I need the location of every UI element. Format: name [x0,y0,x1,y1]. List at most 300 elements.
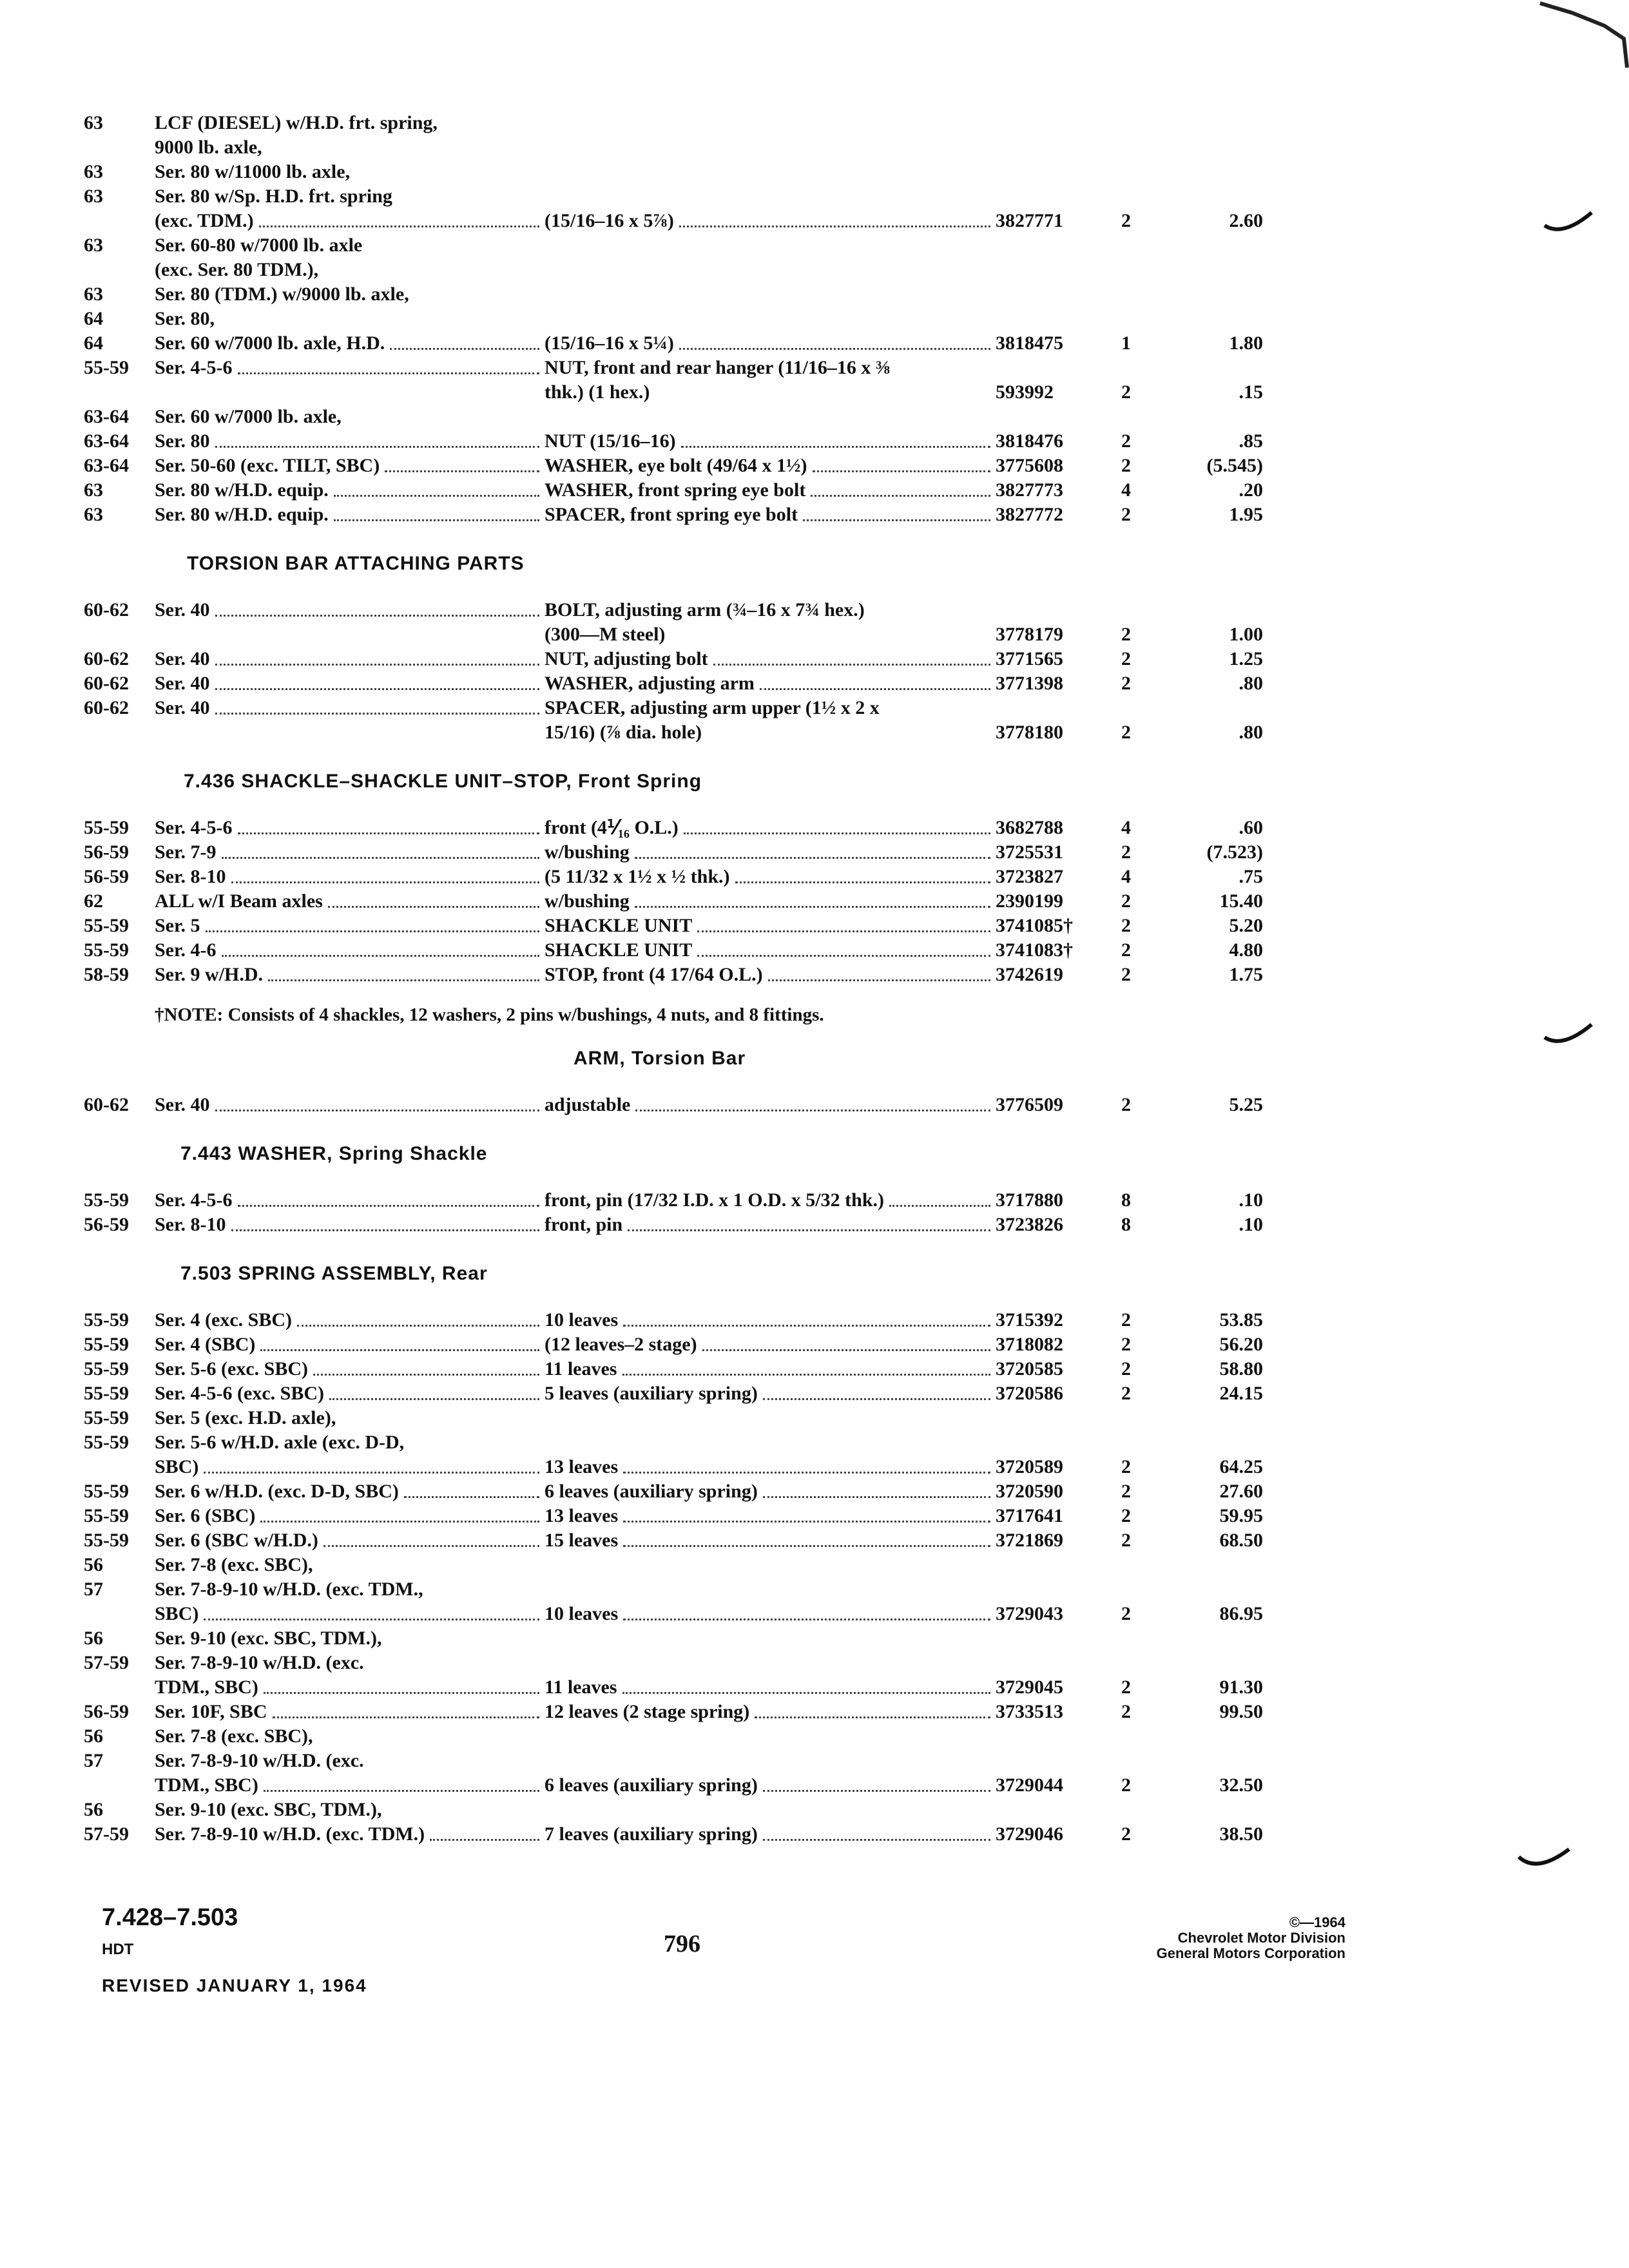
part-description [545,963,996,987]
dot-leader [635,1110,990,1111]
model-year-text: 55-59 [84,1407,129,1428]
model-year [84,1651,155,1675]
section-code: 7.428–7.503 [102,1904,238,1931]
part-description-text: 10 leaves [545,1603,619,1624]
model-year [84,478,155,503]
price-text: 1.25 [1229,648,1263,669]
parts-row [84,454,1263,478]
application [155,840,545,865]
dot-leader [735,881,990,883]
application-text: Ser. 7-8 (exc. SBC), [155,1554,313,1575]
part-description-text: 13 leaves [545,1456,619,1477]
price-text: .80 [1239,722,1263,743]
application-text: Ser. 80 (TDM.) w/9000 lb. axle, [155,284,409,305]
price [1153,865,1263,889]
part-description [545,503,996,527]
dot-leader [222,857,539,859]
dot-leader [622,1692,991,1694]
quantity [1099,1357,1153,1381]
dot-leader [622,1374,991,1376]
dot-leader [328,906,539,908]
part-number [996,1675,1099,1700]
parts-row [84,865,1263,889]
price-text: .60 [1239,817,1263,838]
model-year [84,963,155,987]
part-number-text: 3720586 [996,1383,1063,1404]
application [155,647,545,671]
part-description [545,1504,996,1528]
price-text: 91.30 [1219,1677,1263,1698]
price [1153,1822,1263,1847]
price-text: 38.50 [1219,1823,1263,1845]
quantity [1099,622,1153,647]
part-number [996,1504,1099,1528]
price [1153,647,1263,671]
parts-row [84,1430,1263,1455]
model-year [84,647,155,671]
price [1153,1528,1263,1553]
model-year-text: 55-59 [84,357,129,378]
dot-leader [760,688,990,690]
application-text: Ser. 40 [155,673,210,694]
model-year [84,1357,155,1381]
part-number [996,963,1099,987]
part-number [996,1357,1099,1381]
parts-row [84,598,1263,622]
application [155,1822,545,1847]
application-text: Ser. 4-5-6 (exc. SBC) [155,1383,325,1404]
parts-row [84,647,1263,671]
parts-row [84,1651,1263,1675]
model-year [84,1724,155,1749]
part-description-text: 13 leaves [545,1505,619,1526]
page-corner-mark [1534,0,1629,71]
application [155,1430,545,1455]
price [1153,1602,1263,1626]
price-text: (5.545) [1206,455,1263,476]
part-description [545,696,996,720]
application-text: Ser. 9 w/H.D. [155,964,264,985]
part-description-text: 11 leaves [545,1358,617,1379]
price [1153,1332,1263,1357]
quantity-text: 2 [1121,455,1131,476]
dot-leader [268,979,539,981]
application [155,1700,545,1724]
application-text: Ser. 40 [155,599,210,620]
dot-leader [763,1398,990,1400]
dot-leader [635,857,990,859]
dot-leader [803,519,990,521]
part-number-text: 3718082 [996,1334,1063,1355]
quantity-text: 4 [1121,817,1131,838]
part-number [996,720,1099,745]
quantity [1099,1093,1153,1117]
part-description-text: WASHER, eye bolt (49/64 x 1½) [545,455,807,476]
model-year-text: 56 [84,1799,103,1820]
application [155,1626,545,1651]
application [155,478,545,503]
application-text: Ser. 4 (exc. SBC) [155,1309,293,1331]
model-year [84,1504,155,1528]
application-text: SBC) [155,1603,199,1624]
part-number-text: 3717880 [996,1189,1063,1211]
quantity-text: 2 [1121,430,1131,452]
part-description [545,816,996,840]
price [1153,963,1263,987]
quantity [1099,429,1153,454]
application [155,1773,545,1798]
part-description-text: WASHER, adjusting arm [545,673,755,694]
part-number-text: 3729046 [996,1823,1063,1845]
part-number-text: 3729043 [996,1603,1063,1624]
part-number [996,1093,1099,1117]
parts-row [84,963,1263,987]
application [155,111,545,135]
quantity [1099,1381,1153,1406]
dot-leader [215,664,539,666]
part-description-text: front (4⅟₁₆ O.L.) [545,817,679,838]
quantity [1099,1188,1153,1213]
part-description [545,1773,996,1798]
part-description [545,1188,996,1213]
application [155,865,545,889]
quantity-text: 2 [1121,673,1131,694]
parts-row [84,380,1263,405]
part-description [545,1675,996,1700]
model-year [84,1188,155,1213]
part-number [996,1455,1099,1479]
quantity-text: 2 [1121,1677,1131,1698]
dot-leader [635,906,990,908]
part-description-text: front, pin (17/32 I.D. x 1 O.D. x 5/32 thk.) [545,1189,884,1211]
price-text: .10 [1239,1189,1263,1211]
model-year-text: 55-59 [84,1383,129,1404]
price-text: 58.80 [1219,1358,1263,1379]
application-text: Ser. 40 [155,1094,210,1115]
application-text: Ser. 80 w/H.D. equip. [155,504,329,525]
price [1153,1213,1263,1237]
dot-leader [763,1839,990,1841]
price-text: (7.523) [1206,841,1263,863]
model-year-text: 63 [84,235,103,256]
model-year [84,1093,155,1117]
price-text: .75 [1239,866,1263,887]
dot-leader [768,979,990,981]
quantity [1099,938,1153,963]
part-description [545,1602,996,1626]
model-year [84,671,155,696]
quantity [1099,209,1153,233]
price [1153,1700,1263,1724]
parts-row [84,720,1263,745]
quantity [1099,1528,1153,1553]
part-description [545,1357,996,1381]
model-year-text: 60-62 [84,1094,129,1115]
application-text: Ser. 7-8-9-10 w/H.D. (exc. TDM., [155,1579,423,1600]
model-year-text: 63 [84,161,103,182]
application-text: (exc. Ser. 80 TDM.), [155,259,319,280]
application-text: ALL w/I Beam axles [155,890,323,912]
application [155,816,545,840]
part-description-text: adjustable [545,1094,631,1115]
quantity [1099,1504,1153,1528]
dot-leader [238,1205,539,1207]
model-year [84,111,155,135]
application [155,1528,545,1553]
model-year-text: 63-64 [84,430,129,452]
application-text: Ser. 8-10 [155,866,226,887]
quantity [1099,914,1153,938]
model-year [84,816,155,840]
part-number [996,1213,1099,1237]
quantity-text: 2 [1121,890,1131,912]
model-year-text: 56 [84,1628,103,1649]
parts-row [84,1406,1263,1430]
dot-leader [206,930,539,932]
part-number-text: 3729045 [996,1677,1063,1698]
model-year-text: 55-59 [84,1189,129,1211]
part-description-text: SHACKLE UNIT [545,915,693,936]
dot-leader [215,1110,539,1111]
part-number-text: 2390199 [996,890,1063,912]
application-text: Ser. 80 w/11000 lb. axle, [155,161,351,182]
part-description [545,454,996,478]
part-description [545,1822,996,1847]
quantity-text: 2 [1121,1603,1131,1624]
model-year [84,889,155,914]
price-text: 1.00 [1229,624,1263,645]
quantity [1099,1455,1153,1479]
footer-right [1157,1915,1345,1961]
application [155,598,545,622]
model-year [84,1430,155,1455]
part-description-text: 12 leaves (2 stage spring) [545,1701,750,1722]
application-text: TDM., SBC) [155,1677,258,1698]
dot-leader [702,1349,990,1351]
quantity-text: 2 [1121,1334,1131,1355]
application-text: Ser. 5-6 (exc. SBC) [155,1358,309,1379]
dot-leader [222,955,539,957]
part-number [996,1188,1099,1213]
model-year-text: 55-59 [84,1530,129,1551]
parts-row [84,1188,1263,1213]
part-number-text: 3771565 [996,648,1063,669]
quantity-text: 2 [1121,1456,1131,1477]
application-text: Ser. 7-8 (exc. SBC), [155,1725,313,1747]
model-year [84,1308,155,1332]
model-year [84,1577,155,1602]
model-year-text: 60-62 [84,599,129,620]
application-text: Ser. 40 [155,697,210,718]
application-text: Ser. 6 w/H.D. (exc. D-D, SBC) [155,1481,399,1502]
application-text: Ser. 4-5-6 [155,817,233,838]
price [1153,454,1263,478]
group-bolts-nuts [84,111,1263,527]
model-year [84,160,155,184]
dot-leader [679,226,990,227]
part-description [545,1381,996,1406]
dot-leader [697,930,990,932]
parts-row [84,160,1263,184]
parts-row [84,135,1263,160]
model-year-text: 55-59 [84,915,129,936]
application-text: Ser. 10F, SBC [155,1701,267,1722]
model-year [84,1406,155,1430]
application-text: Ser. 80 [155,430,210,452]
parts-row [84,671,1263,696]
price [1153,503,1263,527]
application-text: Ser. 7-8-9-10 w/H.D. (exc. [155,1750,364,1771]
price [1153,840,1263,865]
group-washer [84,1188,1263,1237]
quantity-text: 2 [1121,1530,1131,1551]
part-number-text: 3720585 [996,1358,1063,1379]
quantity-text: 2 [1121,1358,1131,1379]
dot-leader [679,348,990,350]
part-number [996,816,1099,840]
model-year-text: 57-59 [84,1652,129,1673]
dot-leader [231,881,539,883]
application-text: Ser. 8-10 [155,1214,226,1235]
part-description-text: NUT, adjusting bolt [545,648,708,669]
model-year [84,405,155,429]
parts-row [84,233,1263,258]
part-number-text: 3818475 [996,332,1063,354]
dot-leader [623,1325,990,1327]
parts-row [84,1602,1263,1626]
application [155,1749,545,1773]
price [1153,816,1263,840]
application-text: Ser. 4 (SBC) [155,1334,256,1355]
parts-row [84,1213,1263,1237]
price [1153,889,1263,914]
part-number [996,478,1099,503]
model-year-text: 62 [84,890,103,912]
dot-leader [204,1619,539,1620]
part-description [545,720,996,745]
price [1153,209,1263,233]
part-description-text: w/bushing [545,841,630,863]
application [155,696,545,720]
part-number [996,1528,1099,1553]
model-year [84,454,155,478]
part-number [996,647,1099,671]
application [155,1093,545,1117]
part-number-text: 3771398 [996,673,1063,694]
model-year [84,356,155,380]
application-text: SBC) [155,1456,199,1477]
group-shackle [84,816,1263,987]
parts-row [84,1724,1263,1749]
application [155,1798,545,1822]
price-text: .15 [1239,381,1263,403]
part-description [545,622,996,647]
part-description-text: 10 leaves [545,1309,619,1331]
part-number [996,1332,1099,1357]
model-year [84,1822,155,1847]
dot-leader [623,1472,990,1474]
dot-leader [681,446,990,448]
part-number [996,1773,1099,1798]
part-number-text: 3827772 [996,504,1063,525]
parts-row [84,1626,1263,1651]
parts-row [84,356,1263,380]
part-number [996,1308,1099,1332]
price-text: .85 [1239,430,1263,452]
part-description-text: SPACER, front spring eye bolt [545,504,798,525]
model-year [84,233,155,258]
dot-leader [264,1790,539,1792]
price [1153,622,1263,647]
application-text: Ser. 7-8-9-10 w/H.D. (exc. TDM.) [155,1823,425,1845]
part-number [996,914,1099,938]
application [155,233,545,258]
part-description [545,647,996,671]
part-description-text: 15/16) (⅞ dia. hole) [545,722,702,743]
application-text: Ser. 80, [155,308,215,329]
model-year-text: 55-59 [84,817,129,838]
model-year [84,503,155,527]
part-number [996,865,1099,889]
quantity [1099,503,1153,527]
application-text: Ser. 6 (SBC) [155,1505,256,1526]
check-mark [1518,1843,1572,1875]
application [155,1724,545,1749]
application [155,282,545,307]
part-number-text: 3775608 [996,455,1063,476]
part-number [996,429,1099,454]
quantity [1099,1602,1153,1626]
part-description-text: SPACER, adjusting arm upper (1½ x 2 x [545,697,880,718]
model-year-text: 56 [84,1554,103,1575]
quantity-text: 2 [1121,722,1131,743]
application-text: TDM., SBC) [155,1774,258,1796]
quantity [1099,1675,1153,1700]
price-text: 1.95 [1229,504,1263,525]
parts-row [84,1093,1263,1117]
part-description [545,840,996,865]
group-spring [84,1308,1263,1847]
dot-leader [889,1205,990,1207]
quantity-text: 2 [1121,1383,1131,1404]
part-description-text: STOP, front (4 17/64 O.L.) [545,964,763,985]
application [155,135,545,160]
model-year [84,184,155,209]
part-description [545,1700,996,1724]
application [155,405,545,429]
quantity [1099,1332,1153,1357]
model-year-text: 55-59 [84,1309,129,1331]
price-text: 27.60 [1219,1481,1263,1502]
part-number-text: 3715392 [996,1309,1063,1331]
application [155,160,545,184]
section-heading-washer: 7.443 WASHER, Spring Shackle [180,1143,488,1164]
part-number-text: 3741085† [996,915,1073,936]
part-number [996,1381,1099,1406]
dot-leader [215,688,539,690]
parts-row [84,696,1263,720]
dot-leader [811,495,990,497]
part-number-text: 3720590 [996,1481,1063,1502]
part-description [545,914,996,938]
dot-leader [264,1692,539,1694]
parts-row [84,1455,1263,1479]
application [155,1553,545,1577]
model-year [84,1749,155,1773]
price [1153,938,1263,963]
price [1153,380,1263,405]
application [155,209,545,233]
